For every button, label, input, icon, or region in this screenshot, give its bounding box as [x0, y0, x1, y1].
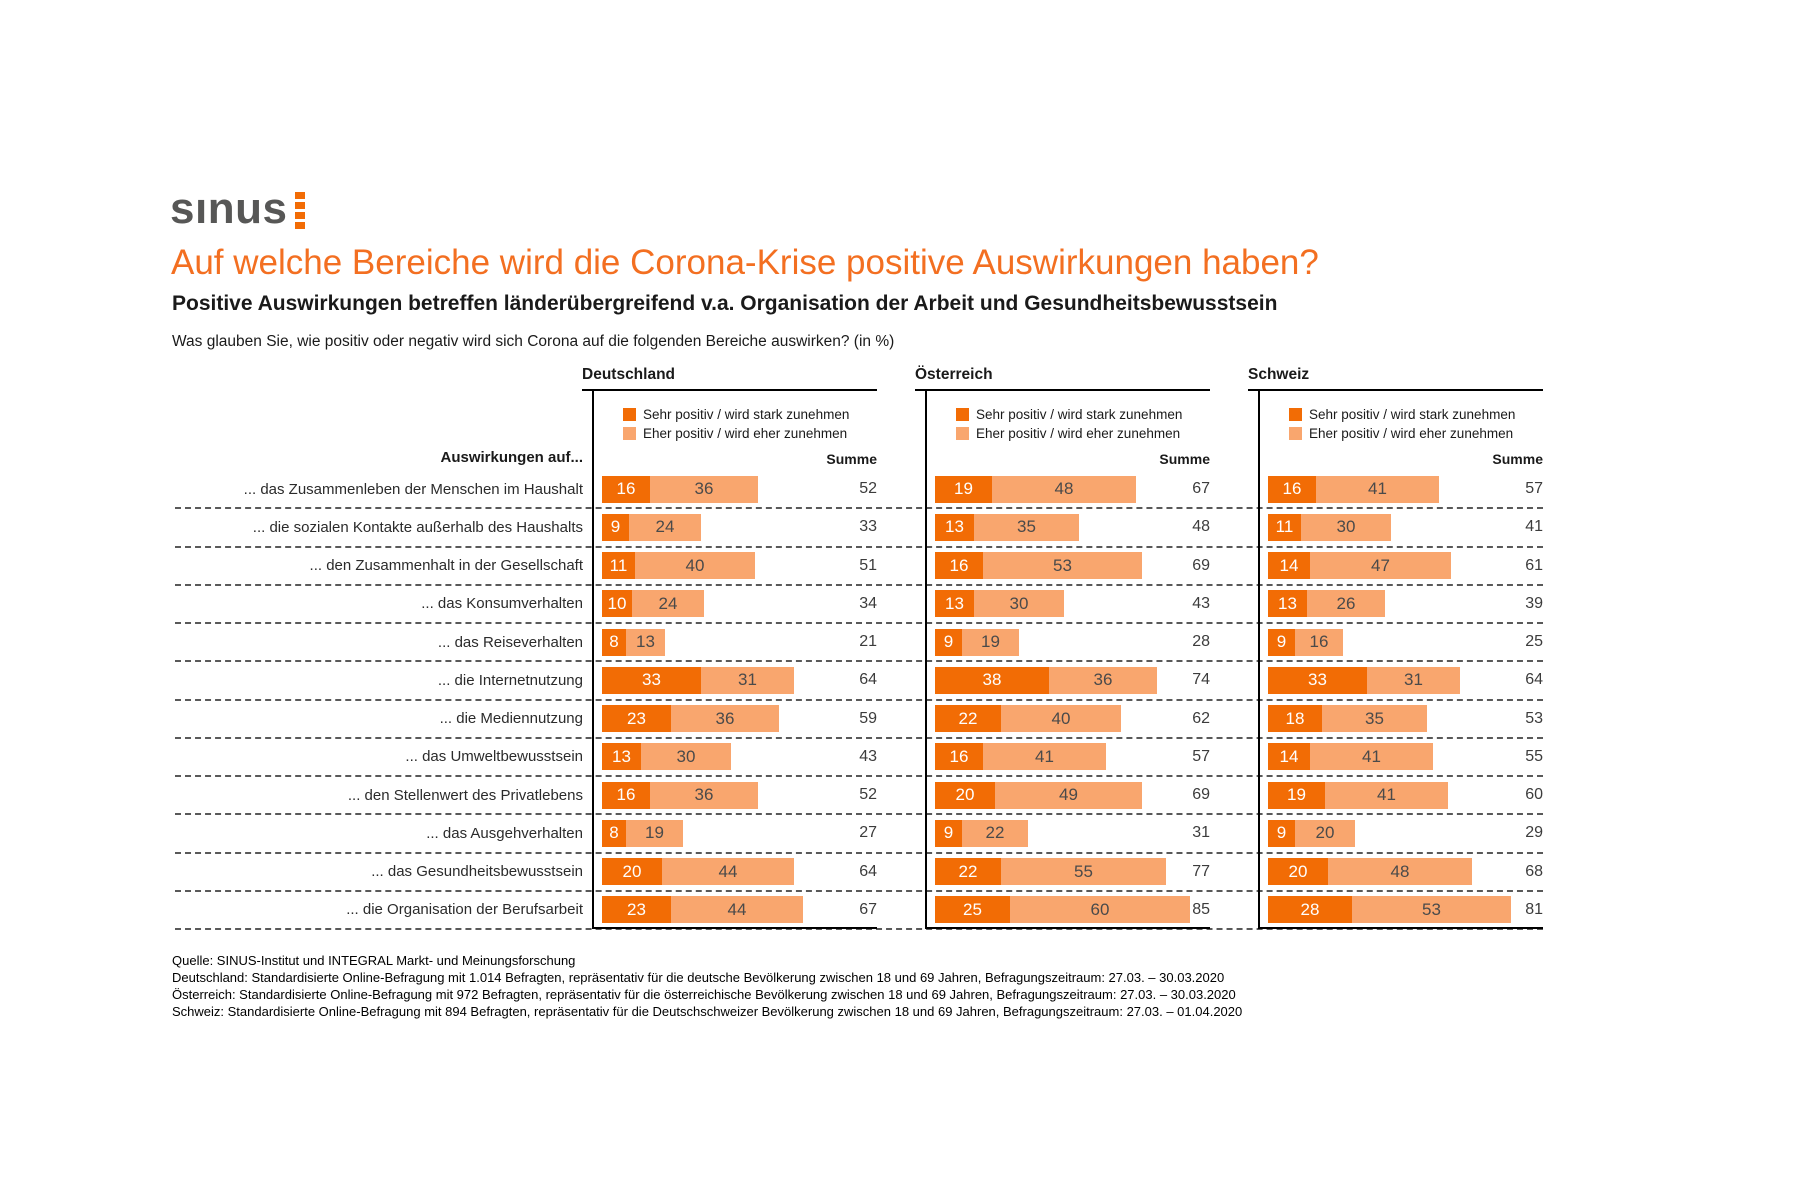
bar-segment-eher-positiv: 41	[1316, 476, 1439, 503]
page-subtitle: Positive Auswirkungen betreffen länderübergreifend v.a. Organisation der Arbeit und Gesundheitsbewusstsein	[172, 292, 1278, 315]
bar-segment-eher-positiv: 40	[1001, 705, 1121, 732]
sum-value: 77	[1192, 862, 1210, 880]
bar-segment-sehr-positiv: 9	[935, 629, 962, 656]
sum-value: 74	[1192, 671, 1210, 689]
sum-value: 69	[1192, 556, 1210, 574]
sum-column-header: Summe	[826, 451, 877, 467]
footer-oesterreich-line: Österreich: Standardisierte Online-Befragung mit 972 Befragten, repräsentativ für die österreichische Bevölkerung zwischen 18 und 69 Jahren, Befragungszeitraum: 27.03. – 30.03.2020	[172, 987, 1236, 1002]
bar-row	[935, 661, 1210, 699]
bar-row	[602, 738, 877, 776]
row-label: ... das Konsumverhalten	[421, 595, 583, 613]
panel-oesterreich	[915, 360, 1210, 935]
bar-row	[602, 661, 877, 699]
country-header: Österreich	[915, 366, 993, 383]
bar-segment-sehr-positiv: 25	[935, 896, 1010, 923]
sum-value: 57	[1525, 480, 1543, 498]
bar-segment-eher-positiv: 48	[1328, 858, 1472, 885]
bar-segment-sehr-positiv: 13	[935, 514, 974, 541]
bar-row	[935, 776, 1210, 814]
bar-segment-eher-positiv: 19	[626, 820, 683, 847]
bar-segment-eher-positiv: 55	[1001, 858, 1166, 885]
bar-segment-sehr-positiv: 8	[602, 820, 626, 847]
bar-segment-sehr-positiv: 11	[602, 552, 635, 579]
row-label: ... die Organisation der Berufsarbeit	[346, 901, 583, 919]
country-header: Deutschland	[582, 366, 676, 383]
page-title: Auf welche Bereiche wird die Corona-Krise positive Auswirkungen haben?	[171, 243, 1319, 282]
sum-value: 85	[1192, 900, 1210, 918]
bar-segment-eher-positiv: 36	[671, 705, 779, 732]
bar-segment-sehr-positiv: 20	[1268, 858, 1328, 885]
bar-segment-eher-positiv: 53	[1352, 896, 1511, 923]
legend-label: Eher positiv / wird eher zunehmen	[643, 426, 848, 441]
bars-area	[582, 360, 877, 935]
bar-segment-sehr-positiv: 13	[602, 743, 641, 770]
legend-label: Sehr positiv / wird stark zunehmen	[976, 407, 1183, 422]
sum-value: 25	[1525, 633, 1543, 651]
bar-row	[1268, 585, 1543, 623]
legend-label: Eher positiv / wird eher zunehmen	[1309, 426, 1514, 441]
bar-segment-eher-positiv: 41	[1325, 782, 1448, 809]
sum-value: 31	[1192, 824, 1210, 842]
sum-value: 43	[1192, 594, 1210, 612]
row-label: ... das Umweltbewusstsein	[405, 748, 583, 766]
bar-segment-sehr-positiv: 16	[935, 552, 983, 579]
bar-row	[1268, 738, 1543, 776]
bar-segment-sehr-positiv: 11	[1268, 514, 1301, 541]
row-label: ... das Reiseverhalten	[437, 633, 583, 651]
sum-value: 67	[859, 900, 877, 918]
bar-segment-sehr-positiv: 9	[1268, 629, 1295, 656]
sum-value: 52	[859, 786, 877, 804]
sum-value: 43	[859, 747, 877, 765]
bar-row	[935, 853, 1210, 891]
bar-row	[602, 891, 877, 929]
sum-value: 59	[859, 709, 877, 727]
bar-row	[1268, 623, 1543, 661]
sum-value: 62	[1192, 709, 1210, 727]
footer-schweiz-line: Schweiz: Standardisierte Online-Befragung mit 894 Befragten, repräsentativ für die Deutschschweizer Bevölkerung zwischen 18 und 69 Jahren, Befragungszeitraum: 27.03. – 01.04.2020	[172, 1004, 1243, 1019]
sum-value: 81	[1525, 900, 1543, 918]
sum-value: 64	[1525, 671, 1543, 689]
bar-segment-eher-positiv: 24	[629, 514, 701, 541]
bar-segment-eher-positiv: 35	[1322, 705, 1427, 732]
bars-area	[915, 360, 1210, 935]
sum-column-header: Summe	[1159, 451, 1210, 467]
sum-value: 68	[1525, 862, 1543, 880]
sum-value: 53	[1525, 709, 1543, 727]
bar-row	[602, 508, 877, 546]
row-label: ... das Zusammenleben der Menschen im Haushalt	[243, 480, 583, 498]
bar-segment-sehr-positiv: 14	[1268, 552, 1310, 579]
bar-segment-eher-positiv: 30	[1301, 514, 1391, 541]
bar-segment-sehr-positiv: 16	[602, 476, 650, 503]
bar-row	[1268, 891, 1543, 929]
legend-label: Eher positiv / wird eher zunehmen	[976, 426, 1181, 441]
bar-segment-eher-positiv: 31	[1367, 667, 1460, 694]
footer-deutschland-line: Deutschland: Standardisierte Online-Befragung mit 1.014 Befragten, repräsentativ für die deutsche Bevölkerung zwischen 18 und 69 Jahren, Befragungszeitraum: 27.03. – 30.03.2020	[172, 970, 1225, 985]
bar-row	[935, 585, 1210, 623]
sum-value: 27	[859, 824, 877, 842]
bar-row	[935, 891, 1210, 929]
sinus-logo-text: sınus	[170, 184, 288, 233]
bar-row	[1268, 814, 1543, 852]
bar-segment-sehr-positiv: 22	[935, 858, 1001, 885]
row-label: ... den Stellenwert des Privatlebens	[347, 786, 583, 804]
bar-segment-sehr-positiv: 23	[602, 705, 671, 732]
bar-row	[935, 547, 1210, 585]
sum-value: 33	[859, 518, 877, 536]
bar-segment-sehr-positiv: 16	[602, 782, 650, 809]
bar-segment-sehr-positiv: 16	[935, 743, 983, 770]
bar-row	[1268, 508, 1543, 546]
bar-row	[935, 508, 1210, 546]
bar-row	[602, 776, 877, 814]
bars-area	[1248, 360, 1543, 935]
row-header-label: Auswirkungen auf...	[440, 449, 583, 466]
bar-segment-sehr-positiv: 19	[935, 476, 992, 503]
bar-row	[1268, 661, 1543, 699]
sum-value: 57	[1192, 747, 1210, 765]
bar-segment-sehr-positiv: 33	[1268, 667, 1367, 694]
sum-value: 51	[859, 556, 877, 574]
bar-segment-eher-positiv: 44	[662, 858, 794, 885]
sum-value: 61	[1525, 556, 1543, 574]
bar-segment-eher-positiv: 41	[983, 743, 1106, 770]
bar-segment-eher-positiv: 40	[635, 552, 755, 579]
country-header: Schweiz	[1248, 366, 1310, 383]
row-label: ... den Zusammenhalt in der Gesellschaft	[309, 557, 583, 575]
bar-segment-eher-positiv: 53	[983, 552, 1142, 579]
bar-row	[1268, 853, 1543, 891]
bar-segment-eher-positiv: 60	[1010, 896, 1190, 923]
bar-row	[1268, 700, 1543, 738]
bar-segment-sehr-positiv: 22	[935, 705, 1001, 732]
bar-segment-sehr-positiv: 38	[935, 667, 1049, 694]
bar-row	[1268, 547, 1543, 585]
bar-segment-eher-positiv: 24	[632, 590, 704, 617]
bar-segment-eher-positiv: 22	[962, 820, 1028, 847]
sinus-logo-colon-icon	[295, 192, 305, 229]
bar-segment-eher-positiv: 19	[962, 629, 1019, 656]
row-label: ... das Gesundheitsbewusstsein	[371, 863, 583, 881]
panel-deutschland	[582, 360, 877, 935]
legend-label: Sehr positiv / wird stark zunehmen	[1309, 407, 1516, 422]
panel-schweiz	[1248, 360, 1543, 935]
bar-segment-eher-positiv: 48	[992, 476, 1136, 503]
bar-segment-eher-positiv: 26	[1307, 590, 1385, 617]
bar-segment-sehr-positiv: 19	[1268, 782, 1325, 809]
bar-row	[1268, 470, 1543, 508]
sum-value: 28	[1192, 633, 1210, 651]
bar-row	[1268, 776, 1543, 814]
bar-segment-sehr-positiv: 14	[1268, 743, 1310, 770]
bar-segment-eher-positiv: 36	[1049, 667, 1157, 694]
bar-segment-sehr-positiv: 9	[602, 514, 629, 541]
survey-question: Was glauben Sie, wie positiv oder negativ wird sich Corona auf die folgenden Bereiche auswirken? (in %)	[172, 333, 895, 350]
sum-value: 55	[1525, 747, 1543, 765]
bar-row	[602, 700, 877, 738]
bar-segment-sehr-positiv: 23	[602, 896, 671, 923]
row-label: ... die Internetnutzung	[437, 671, 583, 689]
sum-value: 60	[1525, 786, 1543, 804]
bar-segment-eher-positiv: 44	[671, 896, 803, 923]
bar-segment-eher-positiv: 30	[974, 590, 1064, 617]
bar-segment-sehr-positiv: 13	[1268, 590, 1307, 617]
bar-segment-eher-positiv: 35	[974, 514, 1079, 541]
bar-segment-sehr-positiv: 20	[602, 858, 662, 885]
sum-value: 29	[1525, 824, 1543, 842]
bar-row	[935, 700, 1210, 738]
row-label: ... das Ausgehverhalten	[426, 824, 583, 842]
sum-value: 34	[859, 594, 877, 612]
bar-row	[602, 814, 877, 852]
bar-segment-eher-positiv: 47	[1310, 552, 1451, 579]
sum-value: 39	[1525, 594, 1543, 612]
sum-value: 21	[859, 633, 877, 651]
bar-row	[602, 547, 877, 585]
bar-segment-eher-positiv: 41	[1310, 743, 1433, 770]
bar-segment-eher-positiv: 36	[650, 782, 758, 809]
bar-segment-eher-positiv: 49	[995, 782, 1142, 809]
bar-row	[935, 814, 1210, 852]
bar-row	[935, 738, 1210, 776]
bar-segment-sehr-positiv: 28	[1268, 896, 1352, 923]
bar-row	[602, 623, 877, 661]
bar-segment-sehr-positiv: 10	[602, 590, 632, 617]
footer-source-line: Quelle: SINUS-Institut und INTEGRAL Markt- und Meinungsforschung	[172, 953, 576, 968]
bar-segment-eher-positiv: 36	[650, 476, 758, 503]
bar-segment-sehr-positiv: 18	[1268, 705, 1322, 732]
bar-segment-eher-positiv: 20	[1295, 820, 1355, 847]
sum-value: 69	[1192, 786, 1210, 804]
sum-value: 64	[859, 671, 877, 689]
sum-value: 48	[1192, 518, 1210, 536]
bar-row	[602, 585, 877, 623]
bar-row	[935, 470, 1210, 508]
bar-row	[602, 470, 877, 508]
row-label: ... die sozialen Kontakte außerhalb des Haushalts	[252, 518, 583, 536]
bar-segment-sehr-positiv: 9	[1268, 820, 1295, 847]
bar-segment-sehr-positiv: 9	[935, 820, 962, 847]
bar-segment-eher-positiv: 16	[1295, 629, 1343, 656]
sum-value: 52	[859, 480, 877, 498]
row-label: ... die Mediennutzung	[439, 710, 583, 728]
bar-segment-sehr-positiv: 8	[602, 629, 626, 656]
legend-label: Sehr positiv / wird stark zunehmen	[643, 407, 850, 422]
sum-value: 64	[859, 862, 877, 880]
bar-segment-eher-positiv: 13	[626, 629, 665, 656]
bar-segment-sehr-positiv: 13	[935, 590, 974, 617]
sum-column-header: Summe	[1492, 451, 1543, 467]
bar-segment-sehr-positiv: 16	[1268, 476, 1316, 503]
bar-row	[935, 623, 1210, 661]
sinus-logo	[170, 184, 305, 233]
sum-value: 67	[1192, 480, 1210, 498]
bar-segment-sehr-positiv: 33	[602, 667, 701, 694]
bar-segment-eher-positiv: 30	[641, 743, 731, 770]
bar-row	[602, 853, 877, 891]
bar-segment-eher-positiv: 31	[701, 667, 794, 694]
bar-segment-sehr-positiv: 20	[935, 782, 995, 809]
sum-value: 41	[1525, 518, 1543, 536]
